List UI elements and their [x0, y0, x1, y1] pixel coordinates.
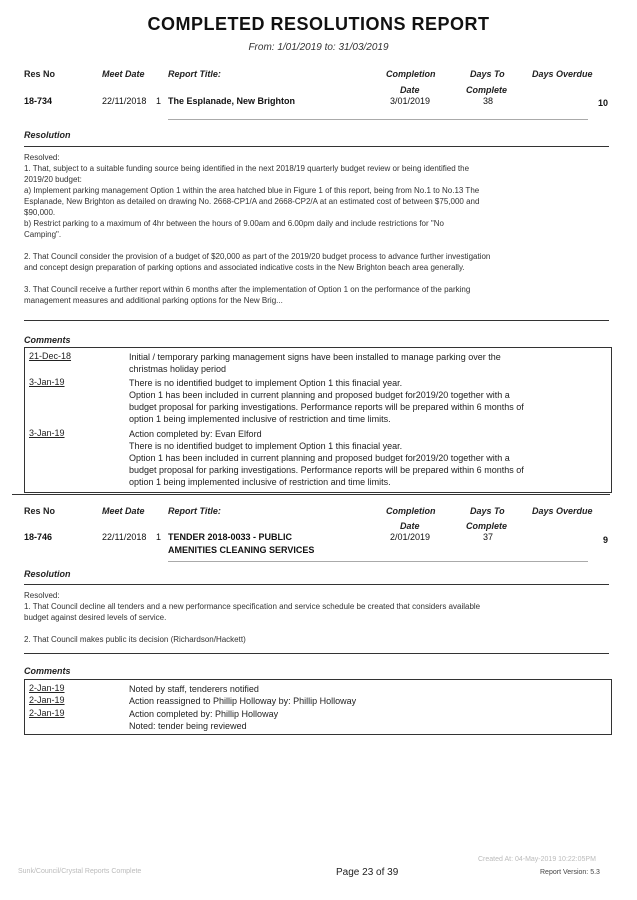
- comment-line: Noted by staff, tenderers notified: [129, 684, 259, 694]
- comment-line: Noted: tender being reviewed: [129, 721, 247, 731]
- days-overdue: 9: [603, 535, 609, 545]
- meet-no: 1: [156, 96, 162, 106]
- report-title-value-line2: AMENITIES CLEANING SERVICES: [168, 545, 315, 555]
- resolution-heading: Resolution: [24, 569, 71, 579]
- comment-line: Action completed by: Phillip Holloway: [129, 709, 279, 719]
- comment-text: [129, 695, 559, 707]
- comment-line: Action completed by: Evan Elford: [129, 429, 262, 439]
- comment-text: [129, 683, 559, 695]
- comment-line: budget proposal for parking investigations. Performance reports will be prepared within 6 months of: [129, 402, 524, 412]
- comment-date: 3-Jan-19: [29, 377, 65, 387]
- completion-date: 3/01/2019: [390, 96, 431, 106]
- resolution-line: 3. That Council receive a further report within 6 months after the implementation of Option 1 on the performance of the parking: [24, 285, 471, 294]
- col-res-no: Res No: [24, 69, 56, 79]
- comments-heading: Comments: [24, 335, 71, 345]
- comment-date: 2-Jan-19: [29, 683, 65, 693]
- divider: [168, 119, 588, 120]
- resolution-line: 1. That Council decline all tenders and a new performance specification and service schedule be created that considers available: [24, 602, 481, 611]
- comment-line: There is no identified budget to implement Option 1 this finacial year.: [129, 378, 403, 388]
- footer-source: Sunk/Council/Crystal Reports Complete: [18, 868, 142, 875]
- resolution-line: Resolved:: [24, 153, 60, 162]
- col-days-overdue: Days Overdue: [532, 69, 593, 79]
- comment-line: Initial / temporary parking management signs have been installed to manage parking over the: [129, 352, 501, 362]
- col-report-title: Report Title:: [168, 69, 221, 79]
- comment-line: christmas holiday period: [129, 364, 227, 374]
- resolution-text: [24, 590, 599, 645]
- col-completion: Completion: [386, 69, 436, 79]
- resolution-line: $90,000.: [24, 208, 56, 217]
- resolution-line: a) Implement parking management Option 1 within the area hatched blue in Figure 1 of this report, being from No.1 to No.13 The: [24, 186, 480, 195]
- resolution-line: 1. That, subject to a suitable funding source being identified in the next 2018/19 quarterly budget review or being identified the: [24, 164, 470, 173]
- col-days-overdue: Days Overdue: [532, 506, 593, 516]
- col-meet-date: Meet Date: [102, 69, 145, 79]
- comment-date: 3-Jan-19: [29, 428, 65, 438]
- resolution-line: budget against desired levels of service.: [24, 613, 167, 622]
- resolution-line: 2019/20 budget:: [24, 175, 82, 184]
- res-no: 18-746: [24, 532, 53, 542]
- comment-line: Action reassigned to Phillip Holloway by: Phillip Holloway: [129, 696, 357, 706]
- meet-date: 22/11/2018: [102, 532, 147, 542]
- footer-created: Created At: 04-May-2019 10:22:05PM: [478, 856, 596, 863]
- col-completion: Completion: [386, 506, 436, 516]
- comments-box: [24, 347, 612, 493]
- comments-box: [24, 679, 612, 735]
- completion-date: 2/01/2019: [390, 532, 431, 542]
- report-date-range: From: 1/01/2019 to: 31/03/2019: [248, 42, 389, 53]
- resolution-line: 2. That Council makes public its decision (Richardson/Hackett): [24, 635, 246, 644]
- col-res-no: Res No: [24, 506, 56, 516]
- col-report-title: Report Title:: [168, 506, 221, 516]
- comment-line: There is no identified budget to implement Option 1 this finacial year.: [129, 441, 403, 451]
- col-completion-sub: Date: [400, 521, 420, 531]
- record-separator: [12, 494, 610, 495]
- res-no: 18-734: [24, 96, 53, 106]
- resolution-line: Camping".: [24, 230, 62, 239]
- col-days-to-sub: Complete: [466, 85, 508, 95]
- comment-text: [129, 708, 559, 732]
- meet-date: 22/11/2018: [102, 96, 147, 106]
- report-title-value: TENDER 2018-0033 - PUBLIC: [168, 532, 293, 542]
- days-to-complete: 37: [483, 532, 494, 542]
- resolution-line: management measures and additional parking options for the New Brig...: [24, 296, 283, 305]
- comment-line: option 1 being implemented inclusive of restriction and time limits.: [129, 477, 391, 487]
- col-days-to: Days To: [470, 506, 505, 516]
- meet-no: 1: [156, 532, 162, 542]
- resolution-heading: Resolution: [24, 130, 71, 140]
- resolution-line: and concept design preparation of parking options and associated indicative costs in the New Brighton beach area generally.: [24, 263, 465, 272]
- resolution-line: 2. That Council consider the provision of a budget of $20,000 as part of the 2019/20 budget process to advance further investigation: [24, 252, 491, 261]
- resolution-line: Esplanade, New Brighton as detailed on drawing No. 2668-CP1/A and 2668-CP2/A at an estimated cost of between $75,000 and: [24, 197, 480, 206]
- report-title: COMPLETED RESOLUTIONS REPORT: [147, 14, 490, 34]
- comment-text: [129, 428, 559, 488]
- resolution-line: Resolved:: [24, 591, 60, 600]
- comment-text: [129, 351, 559, 375]
- divider: [24, 584, 609, 585]
- divider: [168, 561, 588, 562]
- report-version: Report Version: 5.3: [540, 869, 600, 876]
- col-days-to: Days To: [470, 69, 505, 79]
- resolution-line: b) Restrict parking to a maximum of 4hr between the hours of 9.00am and 6.00pm daily and include restrictions for "No: [24, 219, 444, 228]
- col-meet-date: Meet Date: [102, 506, 145, 516]
- comment-date: 2-Jan-19: [29, 695, 65, 705]
- divider: [24, 653, 609, 654]
- col-days-to-sub: Complete: [466, 521, 508, 531]
- days-to-complete: 38: [483, 96, 494, 106]
- comment-line: Option 1 has been included in current planning and proposed budget for2019/20 together with a: [129, 453, 510, 463]
- page-number: Page 23 of 39: [336, 867, 399, 878]
- divider: [24, 320, 609, 321]
- comment-line: option 1 being implemented inclusive of restriction and time limits.: [129, 414, 391, 424]
- comment-date: 2-Jan-19: [29, 708, 65, 718]
- comment-date: 21-Dec-18: [29, 351, 72, 361]
- resolution-text: [24, 152, 599, 306]
- comment-line: budget proposal for parking investigations. Performance reports will be prepared within 6 months of: [129, 465, 524, 475]
- days-overdue: 10: [598, 98, 609, 108]
- divider: [24, 146, 609, 147]
- report-title-value: The Esplanade, New Brighton: [168, 96, 296, 106]
- comment-text: [129, 377, 559, 425]
- comments-heading: Comments: [24, 666, 71, 676]
- col-completion-sub: Date: [400, 85, 420, 95]
- comment-line: Option 1 has been included in current planning and proposed budget for2019/20 together with a: [129, 390, 510, 400]
